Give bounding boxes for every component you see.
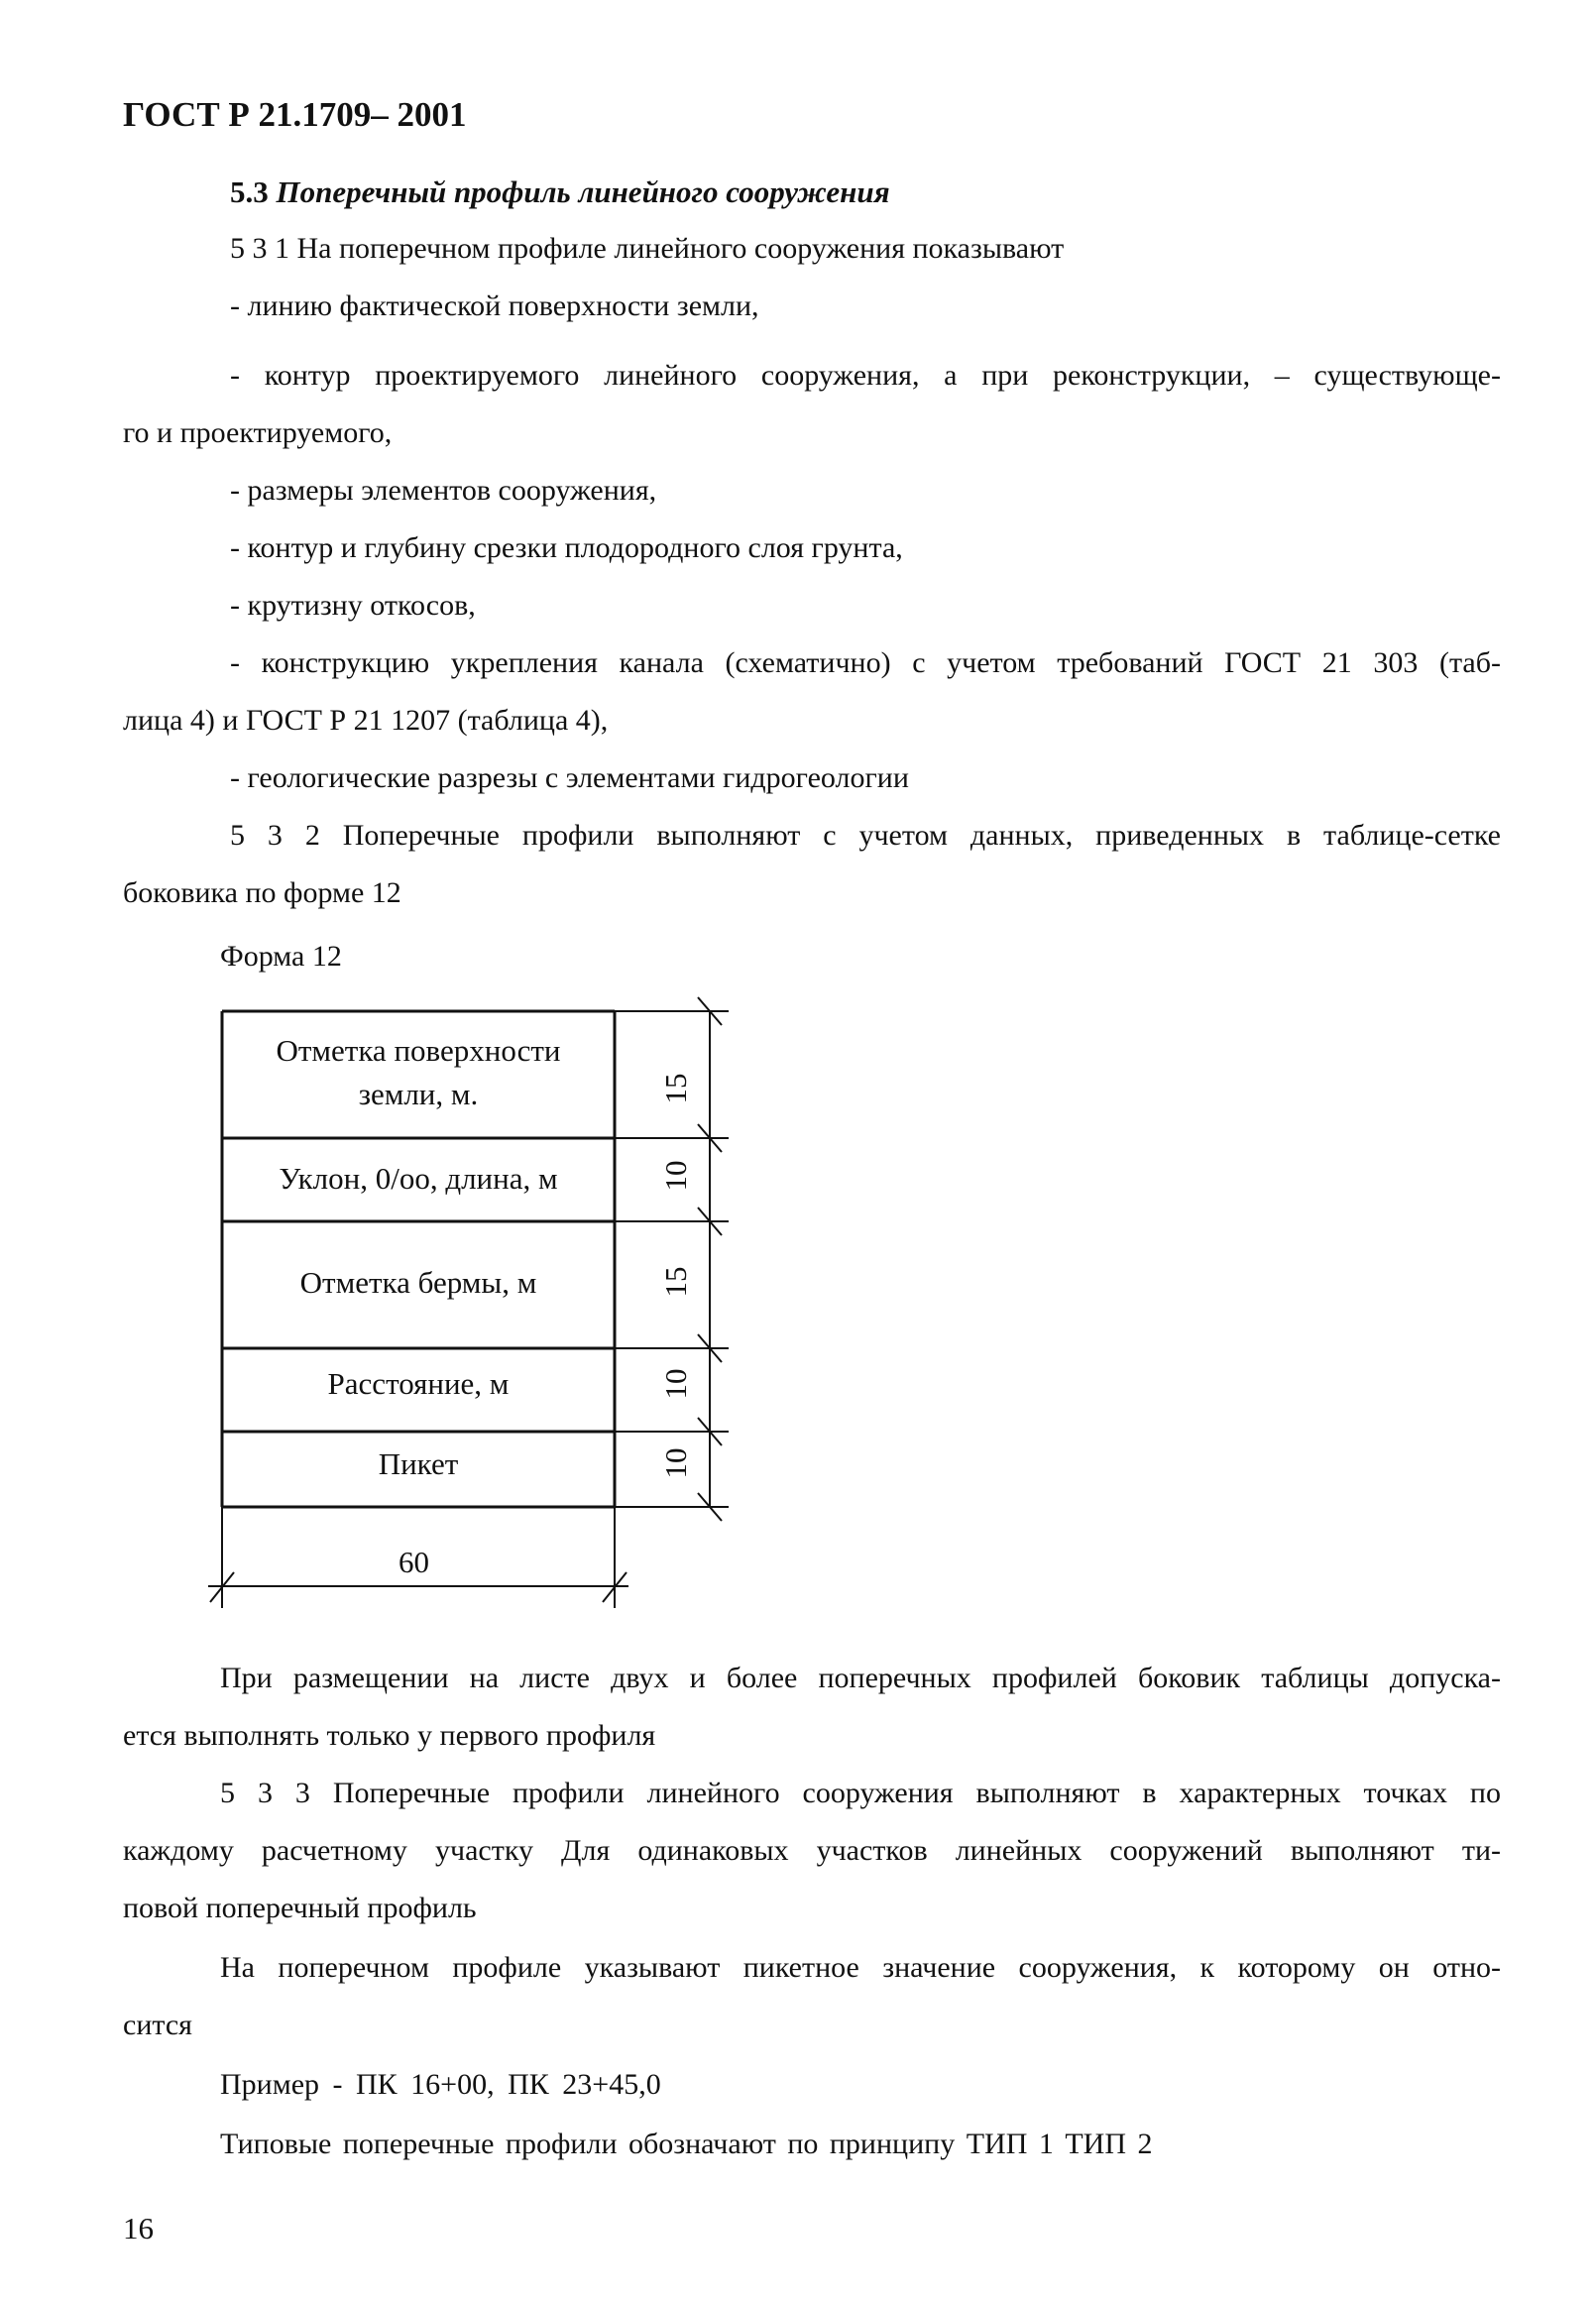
section-title: Поперечный профиль линейного сооружения (276, 174, 890, 209)
para-picket-line: На поперечном профиле указывают пикетное значение сооружения, к которому он отно- (220, 1951, 1501, 1984)
form-row-label: Уклон, 0/оо, длина, м (279, 1161, 558, 1196)
row-height-value: 10 (658, 1160, 693, 1192)
form-row-label-line: земли, м. (358, 1077, 479, 1111)
example-line: Пример - ПК 16+00, ПК 23+45,0 (220, 2068, 661, 2101)
form-row-label (222, 1029, 615, 1116)
para-533-line: повой поперечный профиль (123, 1892, 477, 1924)
para-533-line: каждому расчетному участку Для одинаковых участков линейных сооружений выполняют ти- (123, 1834, 1501, 1867)
row-height-value: 10 (658, 1368, 693, 1400)
form-label: Форма 12 (220, 940, 342, 973)
list-item: - конструкцию укрепления канала (схематично) с учетом требований ГОСТ 21 303 (таб- (230, 646, 1501, 679)
form-row-label: Расстояние, м (327, 1366, 510, 1401)
note-line: ется выполнять только у первого профиля (123, 1719, 656, 1752)
form-row-label: Отметка бермы, м (299, 1265, 537, 1300)
list-item: - контур и глубину срезки плодородного слоя грунта, (230, 531, 903, 564)
form-row-label-line: Отметка поверхности (276, 1033, 561, 1068)
para-532-line: боковика по форме 12 (123, 876, 401, 909)
document-code: ГОСТ Р 21.1709– 2001 (123, 95, 467, 134)
row-height-value: 10 (658, 1447, 693, 1479)
row-height-value: 15 (658, 1073, 693, 1104)
para-picket-line: сится (123, 2009, 192, 2041)
typical-profiles-line: Типовые поперечные профили обозначают по принципу ТИП 1 ТИП 2 (220, 2128, 1153, 2160)
note-line: При размещении на листе двух и более поперечных профилей боковик таблицы допуска- (220, 1662, 1501, 1694)
list-item: - геологические разрезы с элементами гидрогеологии (230, 761, 909, 794)
para-533-line: 5 3 3 Поперечные профили линейного сооружения выполняют в характерных точках по (220, 1777, 1501, 1809)
list-item: - контур проектируемого линейного сооружения, а при реконструкции, – существующе- (230, 359, 1501, 392)
section-number: 5.3 (230, 174, 269, 209)
page-number: 16 (123, 2211, 154, 2245)
list-item-continuation: го и проектируемого, (123, 416, 393, 449)
list-item-continuation: лица 4) и ГОСТ Р 21 1207 (таблица 4), (123, 704, 609, 737)
list-item: - крутизну откосов, (230, 589, 476, 622)
para-532-line: 5 3 2 Поперечные профили выполняют с учетом данных, приведенных в таблице-сетке (230, 819, 1501, 852)
para-531-lead: 5 3 1 На поперечном профиле линейного сооружения показывают (230, 232, 1065, 265)
section-heading (230, 174, 890, 210)
table-width-value: 60 (399, 1545, 429, 1579)
list-item: - линию фактической поверхности земли, (230, 289, 759, 322)
list-item: - размеры элементов сооружения, (230, 474, 657, 507)
form-row-label: Пикет (378, 1446, 459, 1481)
row-height-value: 15 (658, 1266, 693, 1298)
